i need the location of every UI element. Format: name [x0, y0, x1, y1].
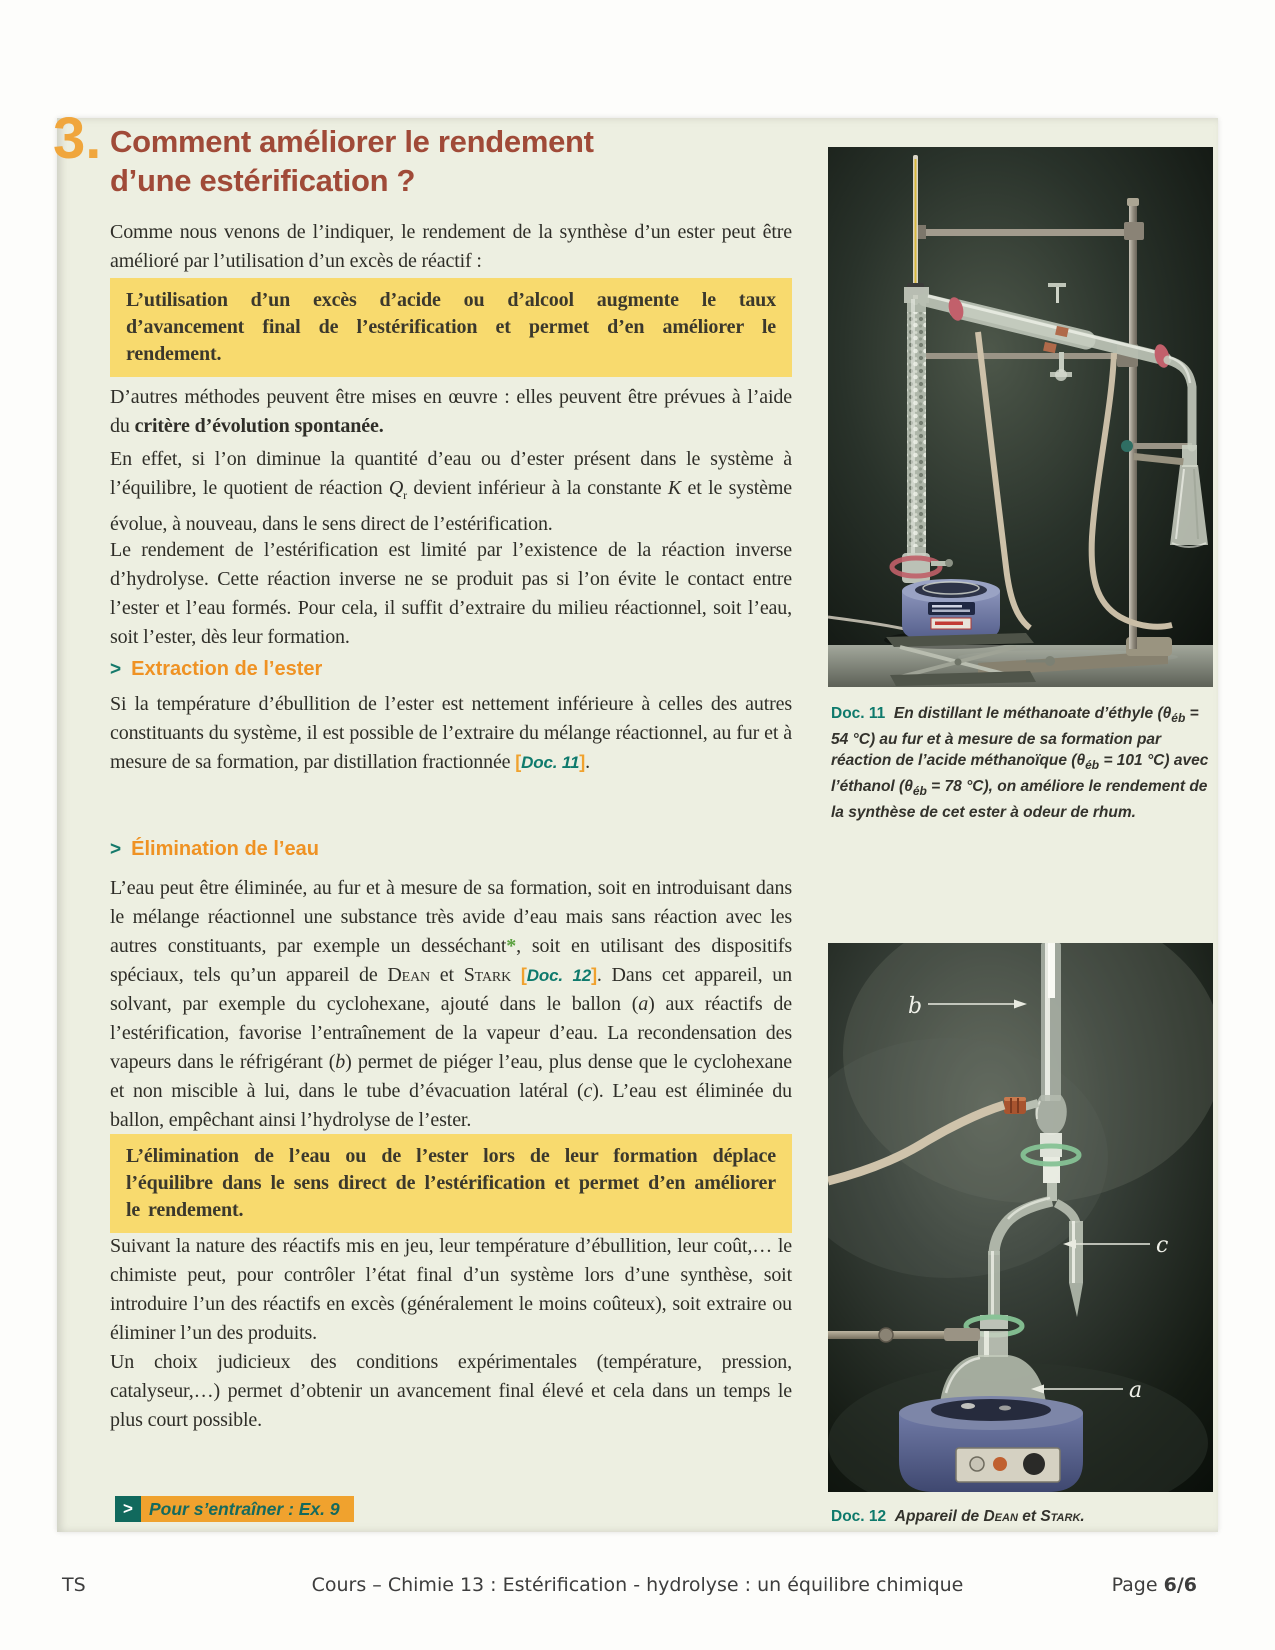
elim-text-7: ). L’eau est éliminée du ballon, empêchant ainsi l’hydrolyse de l’ester.	[110, 1080, 792, 1131]
section-number: 3.	[53, 106, 102, 171]
name-dean: Dean	[387, 964, 430, 986]
elim-text-6: ) permet de piéger l’eau, plus dense que le cyclohexane et non miscible à lui, dans le tube d’évacuation latéral (	[110, 1051, 792, 1102]
doc11-caption-text-2: = 54 °C) au fur et à mesure de sa formation par réaction de l’acide méthanoïque (θ	[831, 705, 1199, 770]
name-stark: Stark	[1040, 1508, 1081, 1525]
bracket-open: [	[520, 965, 527, 985]
doc11-caption-text-3: = 101 °C) avec l’éthanol (θ	[831, 752, 1209, 796]
theta-sub-1: éb	[1171, 711, 1186, 726]
label-c: c	[1156, 1233, 1169, 1258]
period: .	[585, 751, 590, 773]
dean-stark-apparatus-photo	[828, 943, 1213, 1492]
subheading-extraction	[110, 658, 322, 681]
title-line-2: d’une estérification ?	[110, 163, 416, 198]
doc11-reference: Doc. 11	[521, 753, 580, 772]
subheading-elimination	[110, 838, 319, 861]
doc12-reference: Doc. 12	[526, 966, 592, 985]
chevron-icon: >	[110, 659, 122, 680]
footer-page-num: 6/6	[1163, 1574, 1197, 1596]
paragraph-effect	[110, 445, 792, 539]
paragraph-effect-post: et le système évolue, à nouveau, dans le sens direct de l’estérification.	[110, 477, 793, 535]
book-page	[53, 106, 1218, 1532]
paragraph-elimination	[110, 874, 792, 1135]
footnote-asterisk: *	[506, 935, 517, 957]
doc12-caption-text-3: .	[1080, 1508, 1085, 1525]
elim-text-2: , soit en utilisant des dispositifs spéciaux, tels qu’un appareil de	[110, 935, 792, 986]
label-b-inline: b	[335, 1051, 346, 1073]
bracket-close: ]	[591, 965, 597, 985]
paragraph-yield-limit: Le rendement de l’estérification est limité par l’existence de la réaction inverse d’hydrolyse. Cette réaction inverse ne se produit pas si l’on évite le contact entre l’ester et l’eau formés. Pour cela, il suffit d’extraire du milieu réactionnel, soit l’eau, soit l’ester, dès leur formation.	[110, 539, 792, 648]
label-c-inline: c	[583, 1080, 593, 1102]
label-b: b	[908, 994, 923, 1019]
figure-photo-doc11	[828, 147, 1213, 687]
page-footer	[0, 1574, 1275, 1604]
paragraph-methods-text: D’autres méthodes peuvent être mises en œuvre : elles peuvent être prévues à l’aide du	[110, 386, 792, 437]
label-a: a	[1129, 1378, 1143, 1403]
water-collection-tube	[1069, 1221, 1083, 1283]
footer-class-level: TS	[62, 1574, 86, 1596]
theta-sub-3: éb	[912, 784, 927, 799]
elim-space	[511, 964, 521, 986]
highlight-box-1: L’utilisation d’un excès d’acide ou d’alcool augmente le taux d’avancement final de l’estérification et permet d’en améliorer le rendement.	[110, 278, 792, 377]
title-line-1: Comment améliorer le rendement	[110, 124, 594, 159]
heating-mantle	[899, 1396, 1083, 1492]
footer-page-label: Page	[1111, 1574, 1164, 1596]
practice-banner	[115, 1496, 354, 1522]
figure-caption-doc11	[831, 703, 1215, 823]
subheading-extraction-label: Extraction de l’ester	[131, 658, 323, 680]
bold-criterion: critère d’évolution spontanée.	[134, 415, 384, 437]
bracket-open: [	[515, 752, 522, 772]
symbol-Q-sub: r	[403, 488, 408, 502]
figure-photo-doc12	[828, 943, 1213, 1492]
symbol-Q: Q	[388, 477, 404, 499]
figure-caption-doc12	[831, 1506, 1215, 1527]
symbol-K: K	[667, 477, 682, 499]
paragraph-strategy: Suivant la nature des réactifs mis en jeu, leur température d’ébullition, leur coût,… le chimiste peut, pour contrôler l’état final d’un système lors d’une synthèse, soit introduire l’un des réactifs en excès (généralement le moins coûteux), soit extraire ou éliminer l’un des produits.	[110, 1235, 792, 1344]
chevron-icon: >	[115, 1496, 141, 1522]
paragraph-intro: Comme nous venons de l’indiquer, le rendement de la synthèse d’un ester peut être amélioré par l’utilisation d’un excès de réactif :	[110, 221, 792, 272]
name-stark: Stark	[463, 964, 512, 986]
practice-label: Pour s’entraîner : Ex. 9	[141, 1496, 354, 1522]
doc11-caption-label: Doc. 11	[831, 705, 886, 722]
doc12-caption-text-2: et	[1017, 1508, 1041, 1525]
doc12-caption-label: Doc. 12	[831, 1508, 887, 1525]
bracket-close: ]	[579, 752, 586, 772]
paragraph-extraction-text: Si la température d’ébullition de l’ester est nettement inférieure à celles des autres constituants du système, il est possible de l’extraire du mélange réactionnel, au fur et à mesure de sa formation, par distillation fractionnée	[110, 693, 792, 773]
paragraph-effect-text: En effet, si l’on diminue la quantité d’eau ou d’ester présent dans le système à l’équilibre, le quotient de réaction	[110, 448, 792, 499]
elim-et: et	[430, 964, 464, 986]
highlight-box-2: L’élimination de l’eau ou de l’ester lors de leur formation déplace l’équilibre dans le sens direct de l’estérification et permet d’en améliorer le rendement.	[110, 1134, 792, 1233]
doc11-caption-text-4: = 78 °C), on améliore le rendement de la synthèse de cet ester à odeur de rhum.	[831, 778, 1208, 822]
chevron-icon: >	[110, 839, 122, 860]
elim-text-1: L’eau peut être éliminée, au fur et à mesure de sa formation, soit en introduisant dans le mélange réactionnel une substance très avide d’eau mais sans réaction avec les autres constituants, par exemple un desséchant	[110, 877, 792, 957]
elim-text-5: ) aux réactifs de l’estérification, favorise l’entraînement de la vapeur d’eau. La recondensation des vapeurs dans le réfrigérant (	[110, 993, 792, 1073]
paragraph-effect-mid: devient inférieur à la constante	[407, 477, 668, 499]
label-a-inline: a	[638, 993, 649, 1015]
elim-text-4: . Dans cet appareil, un solvant, par exemple du cyclohexane, ajouté dans le ballon (	[110, 964, 792, 1015]
paragraph-methods	[110, 383, 792, 441]
subheading-elimination-label: Élimination de l’eau	[131, 838, 319, 860]
photo-background	[828, 147, 1213, 687]
paragraph-conditions: Un choix judicieux des conditions expérimentales (température, pression, catalyseur,…) permet d’obtenir un avancement final élevé et cela dans un temps le plus court possible.	[110, 1351, 792, 1431]
footer-course-title: Cours – Chimie 13 : Estérification - hydrolyse : un équilibre chimique	[311, 1574, 964, 1596]
doc12-caption-text-1: Appareil de	[894, 1508, 984, 1525]
doc11-caption-text-1: En distillant le méthanoate d’éthyle (θ	[893, 705, 1172, 722]
paragraph-extraction	[110, 690, 792, 777]
distillation-apparatus-photo	[828, 147, 1213, 687]
name-dean: Dean	[983, 1508, 1018, 1525]
footer-page-number	[1112, 1574, 1197, 1596]
theta-sub-2: éb	[1085, 758, 1100, 773]
page-title	[110, 122, 710, 200]
